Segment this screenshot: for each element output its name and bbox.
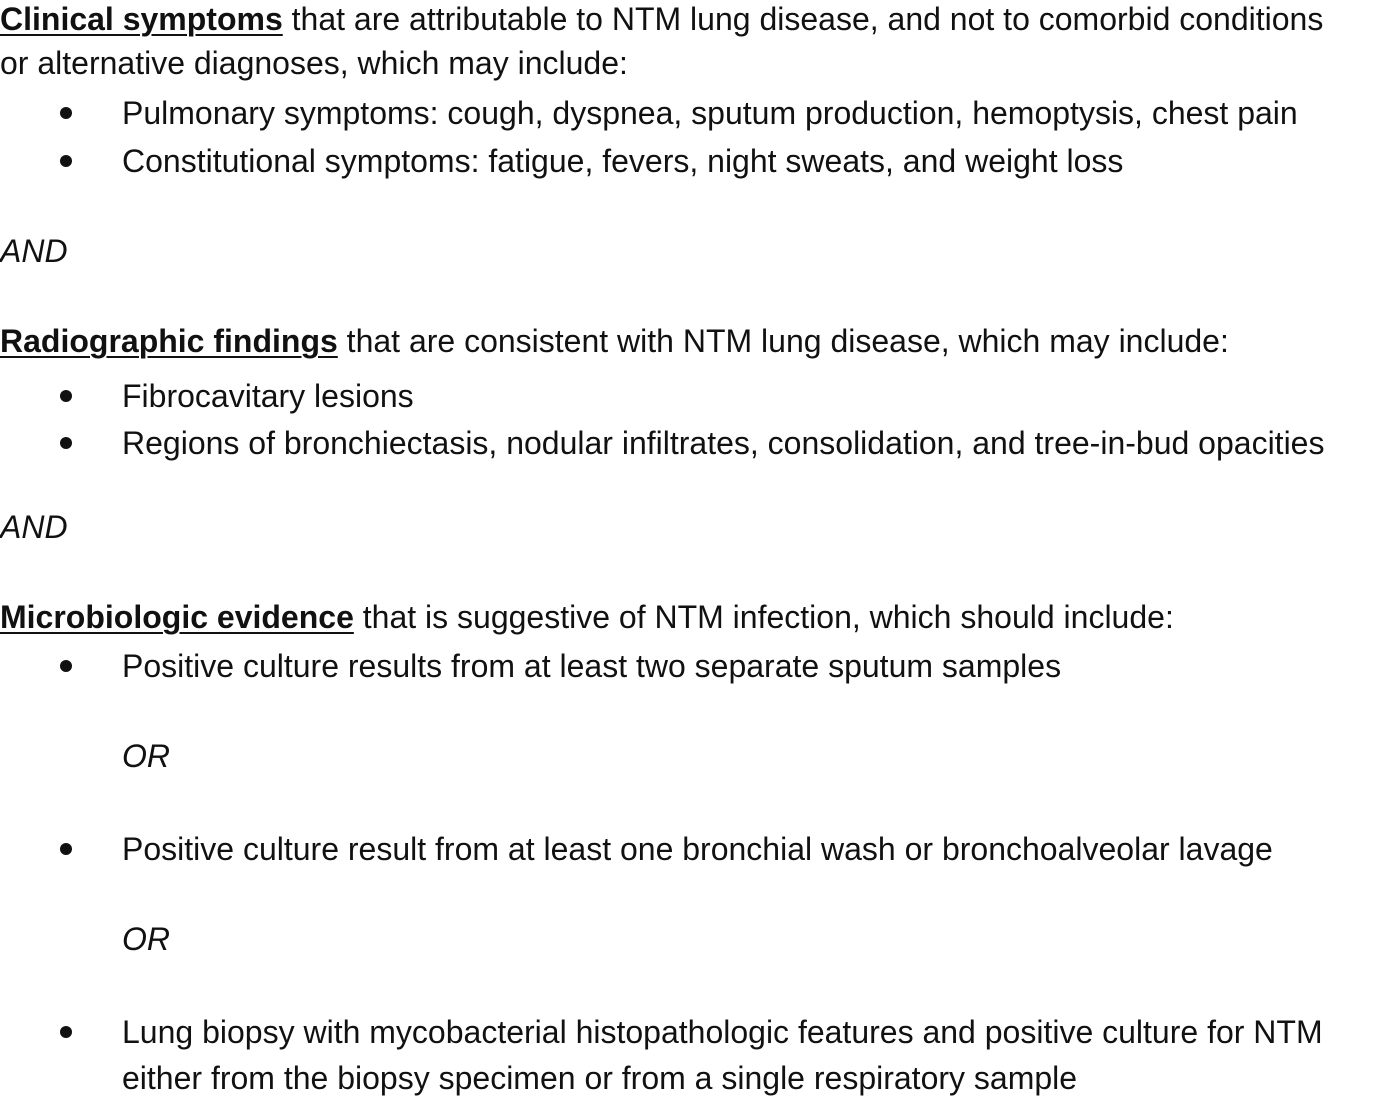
pulmonary-symptoms-item: Pulmonary symptoms: cough, dyspnea, sputum production, hemoptysis, chest pain: [122, 95, 1298, 131]
bullet-icon: [60, 843, 72, 855]
clinical-symptoms-heading: Clinical symptoms: [0, 1, 283, 37]
radiographic-findings-intro-text: that are consistent with NTM lung disease, which may include:: [337, 323, 1229, 359]
radiographic-findings-heading: Radiographic findings: [0, 323, 338, 359]
fibrocavitary-item: Fibrocavitary lesions: [122, 378, 414, 414]
sputum-culture-item: Positive culture results from at least two separate sputum samples: [122, 648, 1062, 684]
bullet-icon: [60, 437, 72, 449]
bullet-icon: [60, 107, 72, 119]
clinical-symptoms-intro-line2: or alternative diagnoses, which may include:: [0, 45, 628, 81]
or-label-1: OR: [122, 738, 170, 774]
bullet-icon: [60, 660, 72, 672]
clinical-symptoms-intro-text: that are attributable to NTM lung disease, and not to comorbid conditions: [282, 1, 1324, 37]
and-connector-1: AND: [0, 233, 68, 269]
radiographic-findings-intro: [0, 318, 1229, 364]
or-label-2: OR: [122, 921, 170, 957]
microbiologic-evidence-intro: [0, 594, 1174, 640]
and-connector-2: AND: [0, 509, 68, 545]
microbiologic-evidence-heading: Microbiologic evidence: [0, 599, 354, 635]
lung-biopsy-item: Lung biopsy with mycobacterial histopathologic features and positive culture for NTM: [122, 1014, 1323, 1050]
bullet-icon: [60, 155, 72, 167]
lung-biopsy-item-continuation: either from the biopsy specimen or from a single respiratory sample: [122, 1060, 1078, 1096]
bullet-icon: [60, 390, 72, 402]
clinical-symptoms-intro: [0, 0, 1323, 42]
bronchiectasis-item: Regions of bronchiectasis, nodular infiltrates, consolidation, and tree-in-bud opacities: [122, 425, 1325, 461]
bullet-icon: [60, 1026, 72, 1038]
bronchial-wash-item: Positive culture result from at least one bronchial wash or bronchoalveolar lavage: [122, 831, 1273, 867]
constitutional-symptoms-item: Constitutional symptoms: fatigue, fevers, night sweats, and weight loss: [122, 143, 1124, 179]
microbiologic-evidence-intro-text: that is suggestive of NTM infection, which should include:: [353, 599, 1174, 635]
